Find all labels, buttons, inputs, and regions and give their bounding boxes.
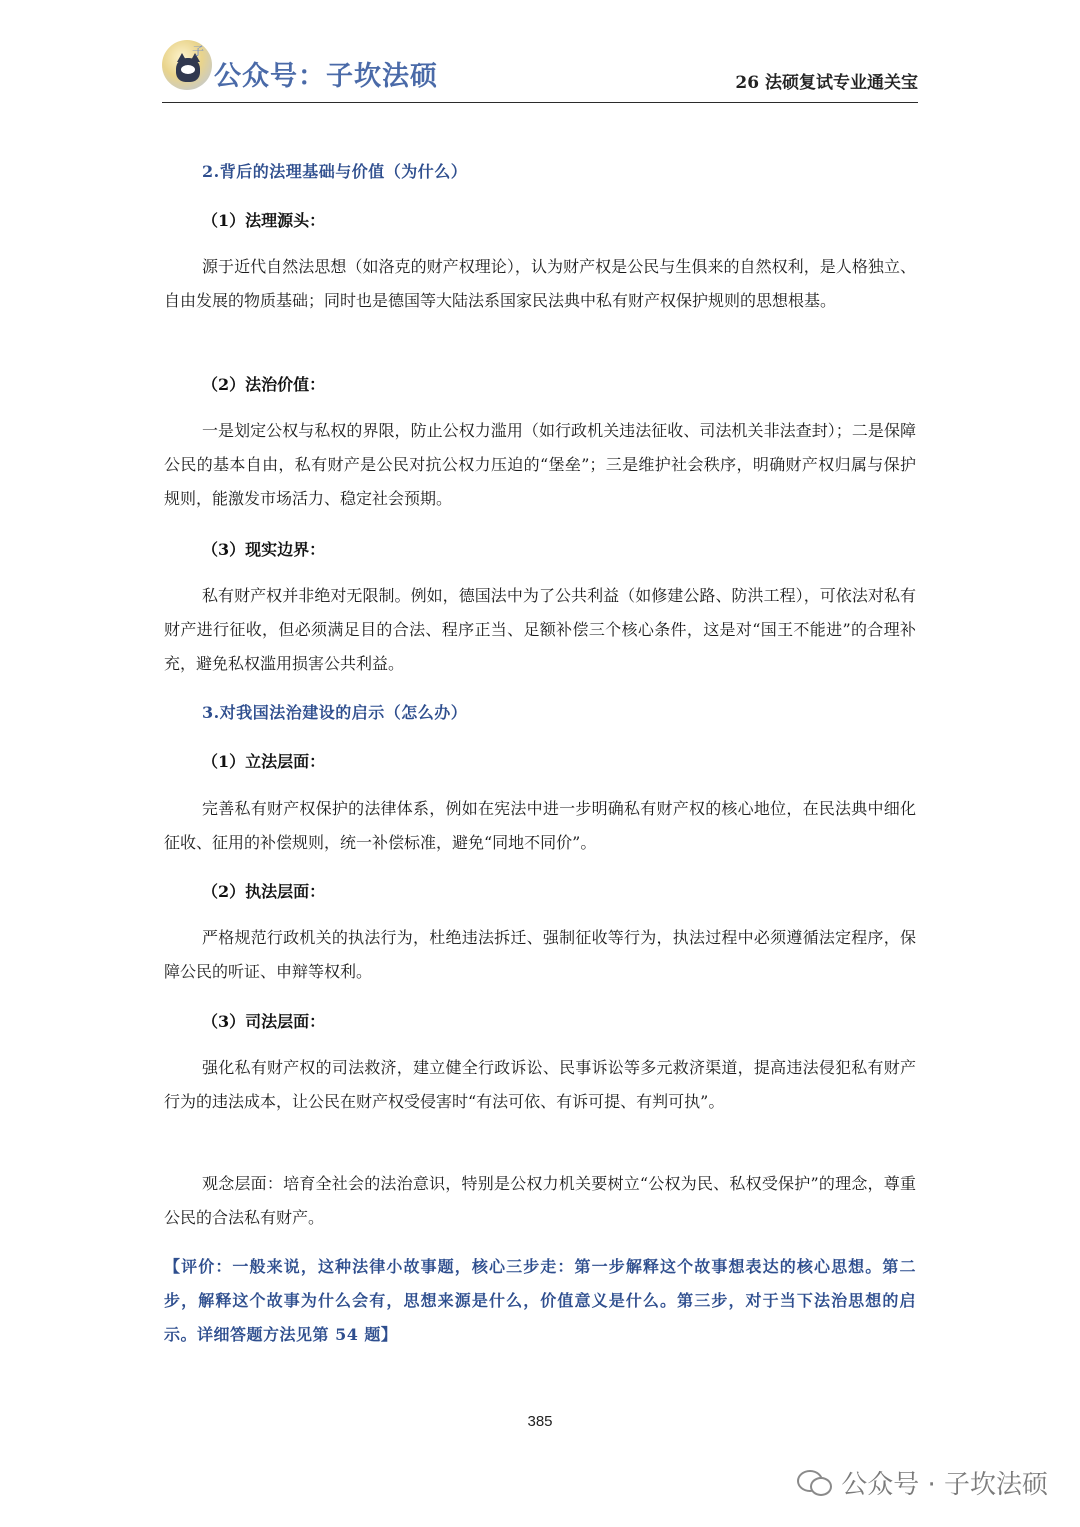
header-book-title: 26 法硕复试专业通关宝 [735,73,918,93]
subheading-judiciary: （3）司法层面： [202,1012,326,1031]
wechat-icon [797,1468,831,1496]
section-heading-2: 2.背后的法理基础与价值（为什么） [202,162,468,181]
page-number: 385 [527,1413,553,1430]
paragraph-real-boundary: 私有财产权并非绝对无限制。例如，德国法中为了公共利益（如修建公路、防洪工程），可依法对私有财产进行征收，但必须满足目的合法、程序正当、足额补偿三个核心条件，这是对“国王不能进”的合理补充，避免私权滥用损害公共利益。 [164,586,916,673]
section-heading-3: 3.对我国法治建设的启示（怎么办） [202,703,468,722]
subheading-real-boundary: （3）现实边界： [202,540,326,559]
evaluation-note: 【评价：一般来说，这种法律小故事题，核心三步走：第一步解释这个故事想表达的核心思想。第二步，解释这个故事为什么会有，思想来源是什么，价值意义是什么。第三步，对于当下法治思想的启示。详细答题方法见第 54 题】 [164,1257,916,1344]
subheading-rule-of-law-value: （2）法治价值： [202,375,326,394]
wechat-watermark [797,1462,1048,1502]
header-title: 公众号：子坎法硕 [214,61,438,92]
watermark-text: 公众号 · 子坎法硕 [841,1469,1048,1500]
paragraph-legal-source: 源于近代自然法思想（如洛克的财产权理论），认为财产权是公民与生俱来的自然权利，是人格独立、自由发展的物质基础；同时也是德国等大陆法系国家民法典中私有财产权保护规则的思想根基。 [164,257,916,310]
paragraph-enforcement: 严格规范行政机关的执法行为，杜绝违法拆迁、强制征收等行为，执法过程中必须遵循法定程序，保障公民的听证、申辩等权利。 [164,928,916,981]
paragraph-rule-of-law-value: 一是划定公权与私权的界限，防止公权力滥用（如行政机关违法征收、司法机关非法查封）；二是保障公民的基本自由，私有财产是公民对抗公权力压迫的“堡垒”；三是维护社会秩序，明确财产权归属与保护规则，能激发市场活力、稳定社会预期。 [164,421,916,508]
subheading-legislation: （1）立法层面： [202,752,326,771]
subheading-enforcement: （2）执法层面： [202,882,326,901]
paragraph-concept-level: 观念层面：培育全社会的法治意识，特别是公权力机关要树立“公权为民、私权受保护”的理念，尊重公民的合法私有财产。 [164,1174,916,1227]
paragraph-legislation: 完善私有财产权保护的法律体系，例如在宪法中进一步明确私有财产权的核心地位，在民法典中细化征收、征用的补偿规则，统一补偿标准，避免“同地不同价”。 [164,799,916,852]
page-header [162,36,918,103]
cat-logo-icon: 子 [162,40,212,90]
paragraph-judiciary: 强化私有财产权的司法救济，建立健全行政诉讼、民事诉讼等多元救济渠道，提高违法侵犯私有财产行为的违法成本，让公民在财产权受侵害时“有法可依、有诉可提、有判可执”。 [164,1058,916,1111]
subheading-legal-source: （1）法理源头： [202,211,326,230]
